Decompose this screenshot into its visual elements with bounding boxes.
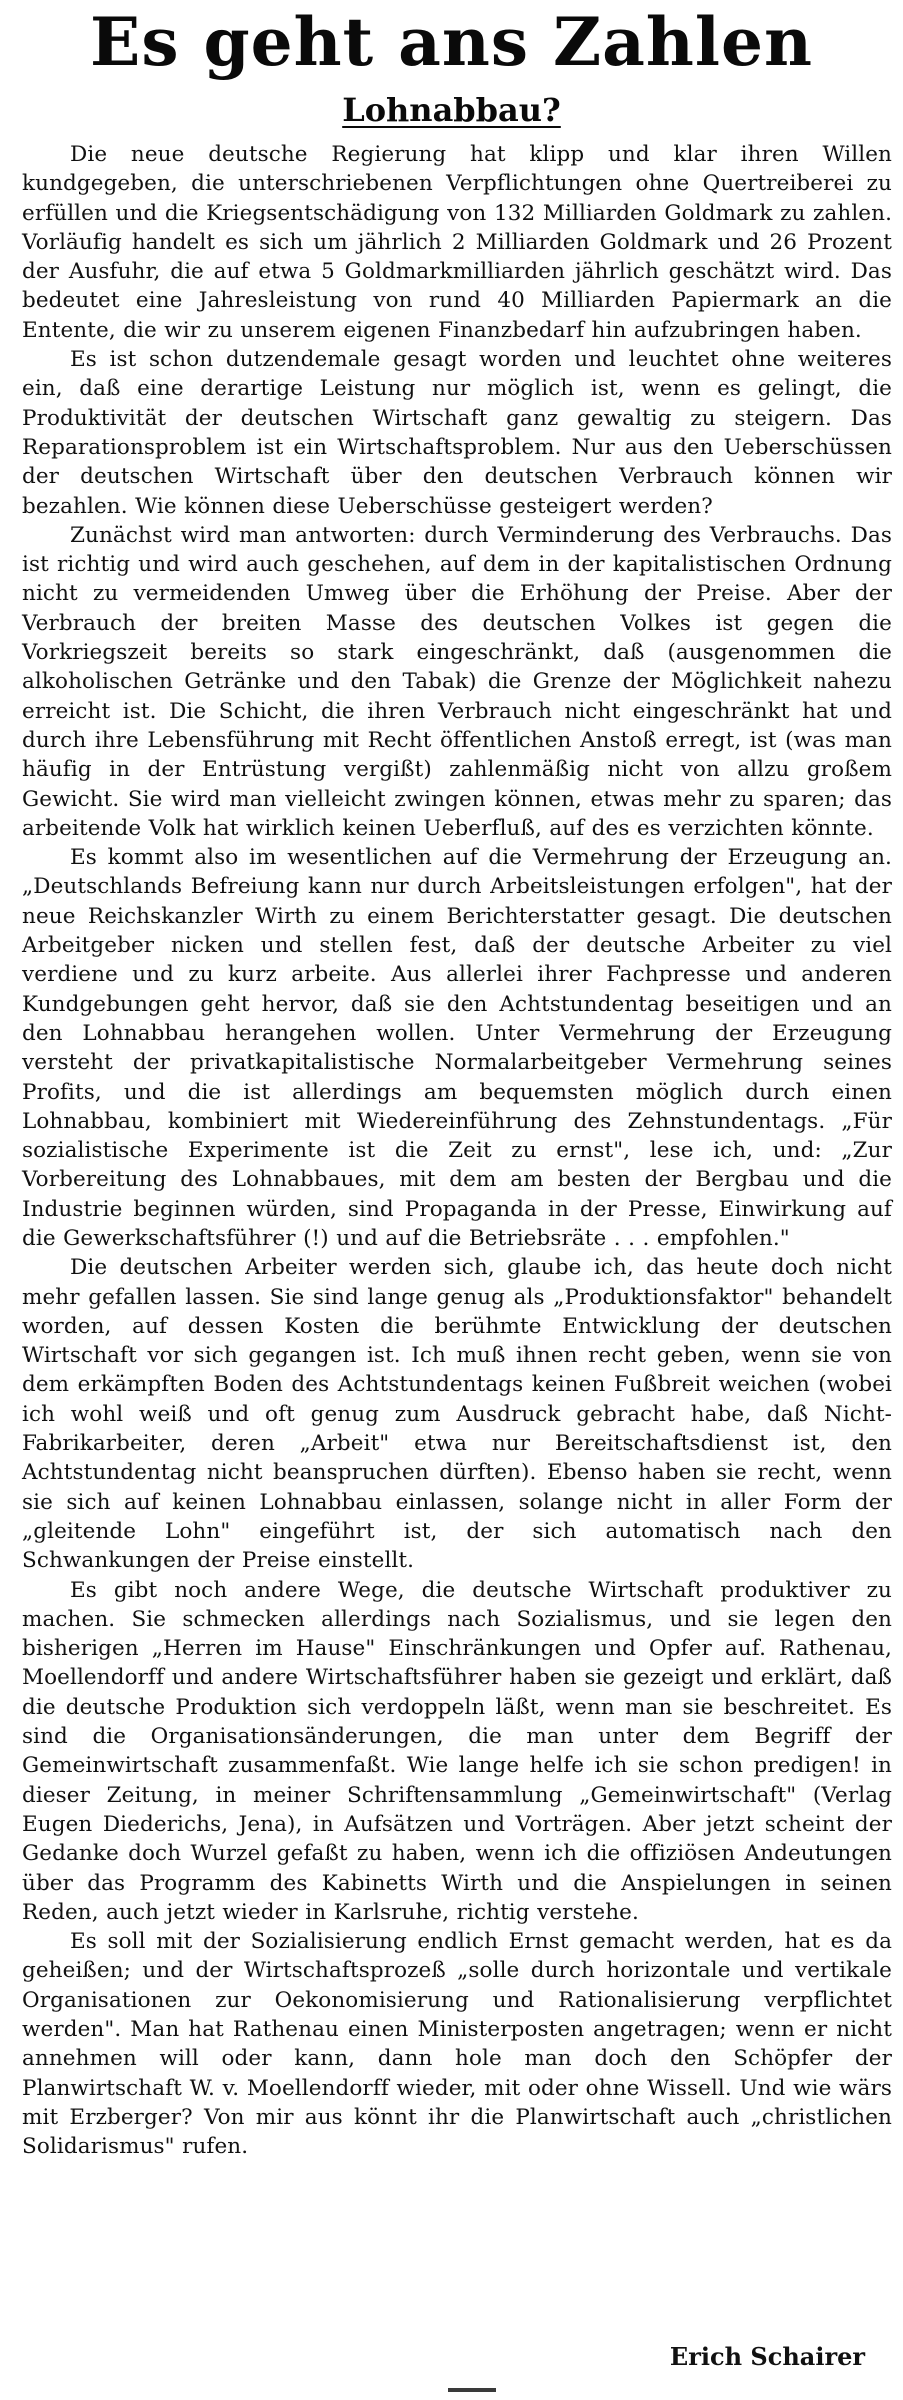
article-paragraph: Es kommt also im wesentlichen auf die Vermehrung der Erzeugung an. „Deutschlands Befreiung kann nur durch Arbeitsleistungen erfolgen", hat der neue Reichskanzler Wirth zu einem Berichterstatter gesagt. Die deutschen Arbeitgeber nicken und stellen fest, daß der deutsche Arbeiter zu viel verdiene und zu kurz arbeite. Aus allerlei ihrer Fachpresse und anderen Kundgebungen geht hervor, daß sie den Achtstundentag beseitigen und an den Lohnabbau herangehen wollen. Unter Vermehrung der Erzeugung versteht der privatkapitalistische Normalarbeitgeber Vermehrung seines Profits, und die ist allerdings am bequemsten möglich durch einen Lohnabbau, kombiniert mit Wiedereinführung des Zehnstundentags. „Für sozialistische Experimente ist die Zeit zu ernst", lese ich, und: „Zur Vorbereitung des Lohnabbaues, mit dem am besten der Bergbau und die Industrie beginnen würden, sind Propaganda in der Presse, Einwirkung auf die Gewerkschaftsführer (!) und auf die Betriebsräte . . . empfohlen." [22, 845, 892, 1251]
column-end-rule [448, 2388, 496, 2392]
article-paragraph: Es gibt noch andere Wege, die deutsche Wirtschaft produktiver zu machen. Sie schmecken allerdings nach Sozialismus, und sie legen den bisherigen „Herren im Hause" Einschränkungen und Opfer auf. Rathenau, Moellendorff und andere Wirtschaftsführer haben sie gezeigt und erklärt, daß die deutsche Produktion sich verdoppeln läßt, wenn man sie beschreitet. Es sind die Organisationsänderungen, die man unter dem Begriff der Gemeinwirtschaft zusammenfaßt. Wie lange helfe ich sie schon predigen! in dieser Zeitung, in meiner Schriftensammlung „Gemeinwirtschaft" (Verlag Eugen Diederichs, Jena), in Aufsätzen und Vorträgen. Aber jetzt scheint der Gedanke doch Wurzel gefaßt zu haben, wenn ich die offiziösen Andeutungen über das Programm des Kabinetts Wirth und die Anspielungen in seinen Reden, auch jetzt wieder in Karlsruhe, richtig verstehe. [22, 1577, 892, 1925]
article-paragraph: Zunächst wird man antworten: durch Verminderung des Verbrauchs. Das ist richtig und wird auch geschehen, auf dem in der kapitalistischen Ordnung nicht zu vermeidenden Umweg über die Erhöhung der Preise. Aber der Verbrauch der breiten Masse des deutschen Volkes ist gegen die Vorkriegszeit bereits so stark eingeschränkt, daß (ausgenommen die alkoholischen Getränke und den Tabak) die Grenze der Möglichkeit nahezu erreicht ist. Die Schicht, die ihren Verbrauch nicht eingeschränkt hat und durch ihre Lebensführung mit Recht öffentlichen Anstoß erregt, ist (was man häufig in der Entrüstung vergißt) zahlenmäßig nicht von allzu großem Gewicht. Sie wird man vielleicht zwingen können, etwas mehr zu sparen; das arbeitende Volk hat wirklich keinen Ueberfluß, auf des es verzichten könnte. [22, 522, 892, 841]
author-signature: Erich Schairer [669, 2342, 865, 2371]
article-paragraph: Die neue deutsche Regierung hat klipp und klar ihren Willen kundgegeben, die unterschriebenen Verpflichtungen ohne Quertreiberei zu erfüllen und die Kriegsentschädigung von 132 Milliarden Goldmark zu zahlen. Vorläufig handelt es sich um jährlich 2 Milliarden Goldmark und 26 Prozent der Ausfuhr, die auf etwa 5 Goldmarkmilliarden jährlich geschätzt wird. Das bedeutet eine Jahresleistung von rund 40 Milliarden Papiermark an die Entente, die wir zu unserem eigenen Finanzbedarf hin aufzubringen haben. [22, 142, 892, 343]
article-paragraph: Es soll mit der Sozialisierung endlich Ernst gemacht werden, hat es da geheißen; und der Wirtschaftsprozeß „solle durch horizontale und vertikale Organisationen zur Oekonomisierung und Rationalisierung verpflichtet werden". Man hat Rathenau einen Ministerposten angetragen; wenn er nicht annehmen will oder kann, dann hole man doch den Schöpfer der Planwirtschaft W. v. Moellendorff wieder, mit oder ohne Wissell. Und wie wärs mit Erzberger? Von mir aus könnt ihr die Planwirtschaft auch „christlichen Solidarismus" rufen. [22, 1929, 892, 2160]
article-subtitle: Lohnabbau? [342, 91, 561, 129]
article-paragraph: Es ist schon dutzendemale gesagt worden und leuchtet ohne weiteres ein, daß eine derartige Leistung nur möglich ist, wenn es gelingt, die Produktivität der deutschen Wirtschaft ganz gewaltig zu steigern. Das Reparationsproblem ist ein Wirtschaftsproblem. Nur aus den Ueberschüssen der deutschen Wirtschaft über den deutschen Verbrauch können wir bezahlen. Wie können diese Ueberschüsse gesteigert werden? [22, 347, 892, 519]
article-paragraph: Die deutschen Arbeiter werden sich, glaube ich, das heute doch nicht mehr gefallen lassen. Sie sind lange genug als „Produktionsfaktor" behandelt worden, auf dessen Kosten die berühmte Entwicklung der deutschen Wirtschaft vor sich gegangen ist. Ich muß ihnen recht geben, wenn sie von dem erkämpften Boden des Achtstundentags keinen Fußbreit weichen (wobei ich wohl weiß und oft genug zum Ausdruck gebracht habe, daß Nicht-Fabrikarbeiter, deren „Arbeit" etwa nur Bereitschaftsdienst ist, den Achtstundentag nicht beanspruchen dürften). Ebenso haben sie recht, wenn sie sich auf keinen Lohnabbau einlassen, solange nicht in aller Form der „gleitende Lohn" eingeführt ist, der sich automatisch nach den Schwankungen der Preise einstellt. [22, 1255, 892, 1574]
article-title: Es geht ans Zahlen [90, 3, 813, 81]
article-body [22, 140, 892, 2161]
